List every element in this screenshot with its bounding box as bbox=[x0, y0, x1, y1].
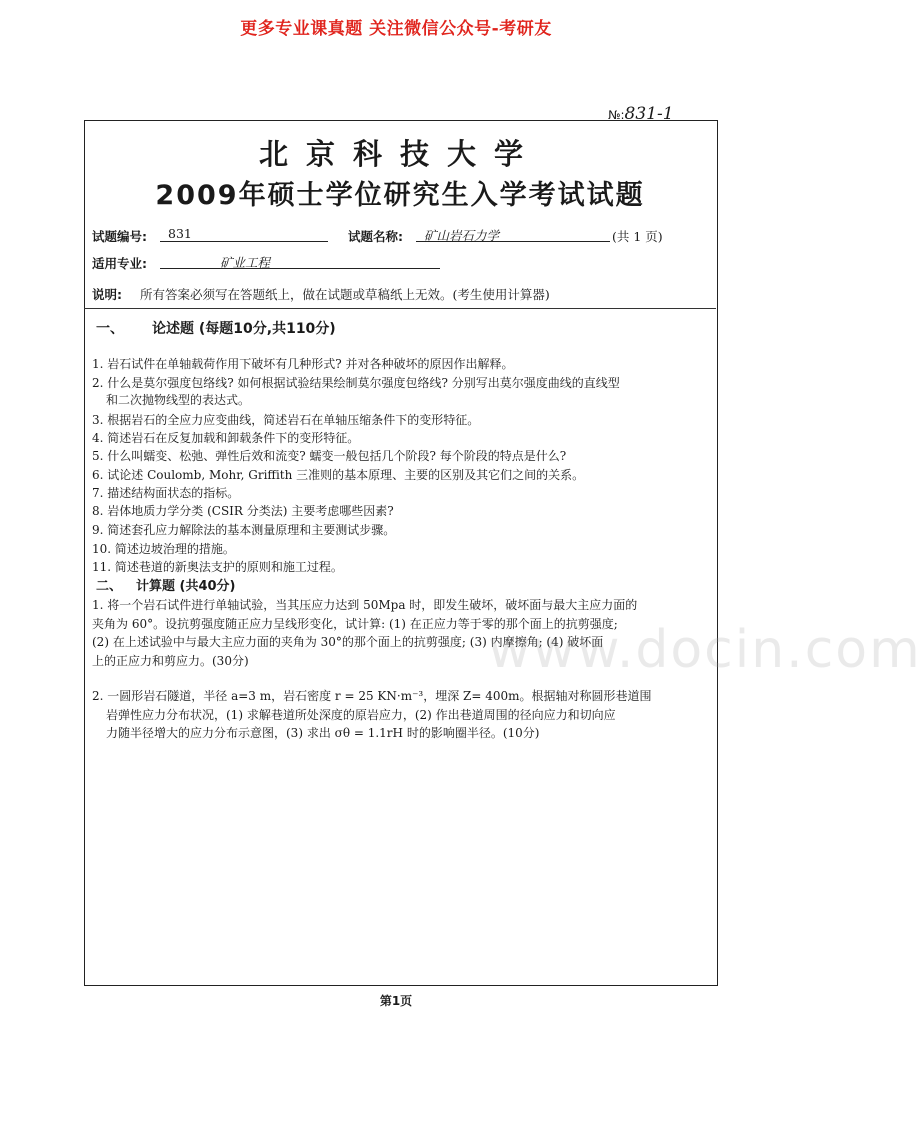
watermark: www.docin.com bbox=[488, 620, 922, 680]
code-field bbox=[92, 227, 147, 245]
instructions-label: 说明: bbox=[92, 287, 122, 302]
university-name: 北京科技大学 bbox=[258, 137, 541, 171]
calc-q1-line: 1. 将一个岩石试件进行单轴试验，当其压应力达到 50Mpa 时，即发生破坏，破坏面与最大主应力面的 bbox=[92, 598, 638, 612]
instructions bbox=[92, 285, 550, 303]
divider bbox=[84, 308, 716, 309]
major-label: 适用专业: bbox=[92, 256, 147, 271]
calc-question-2 bbox=[92, 687, 718, 743]
question-6: 6. 试论述 Coulomb, Mohr, Griffith 三准则的基本原理、主要的区别及其它们之间的关系。 bbox=[92, 468, 585, 482]
question-1: 1. 岩石试件在单轴载荷作用下破坏有几种形式? 并对各种破坏的原因作出解释。 bbox=[92, 357, 514, 371]
instructions-text: 所有答案必须写在答题纸上，做在试题或草稿纸上无效。(考生使用计算器) bbox=[139, 287, 550, 302]
page-count: (共 1 页) bbox=[612, 229, 663, 244]
question-8: 8. 岩体地质力学分类 (CSIR 分类法) 主要考虑哪些因素? bbox=[92, 504, 394, 518]
major-field bbox=[92, 254, 147, 272]
calc-q1-line: 上的正应力和剪应力。(30分) bbox=[92, 653, 249, 668]
section1-title: 论述题 (每题10分,共110分) bbox=[152, 321, 336, 337]
question-7: 7. 描述结构面状态的指标。 bbox=[92, 486, 240, 500]
calc-q2-line: 力随半径增大的应力分布示意图，(3) 求出 σθ = 1.1rH 时的影响圈半径。(10分) bbox=[106, 726, 540, 740]
question-5: 5. 什么叫蠕变、松弛、弹性后效和流变? 蠕变一般包括几个阶段? 每个阶段的特点是什么? bbox=[92, 449, 567, 463]
section2-number: 二、 bbox=[96, 579, 123, 594]
section1-heading bbox=[96, 318, 336, 338]
serial-label: №: bbox=[608, 108, 625, 122]
name-label: 试题名称: bbox=[348, 229, 403, 244]
question-10: 10. 简述边坡治理的措施。 bbox=[92, 542, 235, 556]
exam-title: 2009年硕士学位研究生入学考试试题 bbox=[155, 180, 645, 211]
calc-q2-line: 2. 一圆形岩石隧道，半径 a=3 m，岩石密度 r = 25 KN·m⁻³，埋深 Z= 400m。根据轴对称圆形巷道围 bbox=[92, 689, 652, 703]
calc-q2-line: 岩弹性应力分布状况，(1) 求解巷道所处深度的原岩应力，(2) 作出巷道周围的径向应力和切向应 bbox=[106, 707, 616, 722]
name-field bbox=[348, 227, 403, 245]
section2-title: 计算题 (共40分) bbox=[136, 579, 236, 594]
question-2: 2. 什么是莫尔强度包络线? 如何根据试验结果绘制莫尔强度包络线? 分别写出莫尔强度曲线的直线型 bbox=[92, 376, 620, 390]
question-11: 11. 简述巷道的新奥法支护的原则和施工过程。 bbox=[92, 560, 343, 574]
section1-number: 一、 bbox=[96, 321, 124, 337]
promo-banner: 更多专业课真题 关注微信公众号-考研友 bbox=[240, 19, 552, 39]
major-value: 矿业工程 bbox=[160, 253, 440, 269]
serial-value: 831-1 bbox=[624, 104, 674, 124]
page-number: 第1页 bbox=[379, 994, 413, 1008]
question-3: 3. 根据岩石的全应力应变曲线，简述岩石在单轴压缩条件下的变形特征。 bbox=[92, 413, 480, 427]
calc-q1-line: (2) 在上述试验中与最大主应力面的夹角为 30°的那个面上的抗剪强度; (3) 内摩擦角; (4) 破坏面 bbox=[92, 635, 604, 649]
name-value: 矿山岩石力学 bbox=[416, 226, 610, 242]
section2-heading bbox=[96, 575, 236, 594]
question-9: 9. 简述套孔应力解除法的基本测量原理和主要测试步骤。 bbox=[92, 523, 396, 537]
code-value: 831 bbox=[160, 226, 328, 242]
question-4: 4. 简述岩石在反复加载和卸载条件下的变形特征。 bbox=[92, 431, 360, 445]
question-2-cont: 和二次抛物线型的表达式。 bbox=[106, 393, 251, 407]
calc-q1-line: 夹角为 60°。设抗剪强度随正应力呈线形变化，试计算: (1) 在正应力等于零的那个面上的抗剪强度; bbox=[92, 616, 618, 631]
code-label: 试题编号: bbox=[92, 229, 147, 244]
